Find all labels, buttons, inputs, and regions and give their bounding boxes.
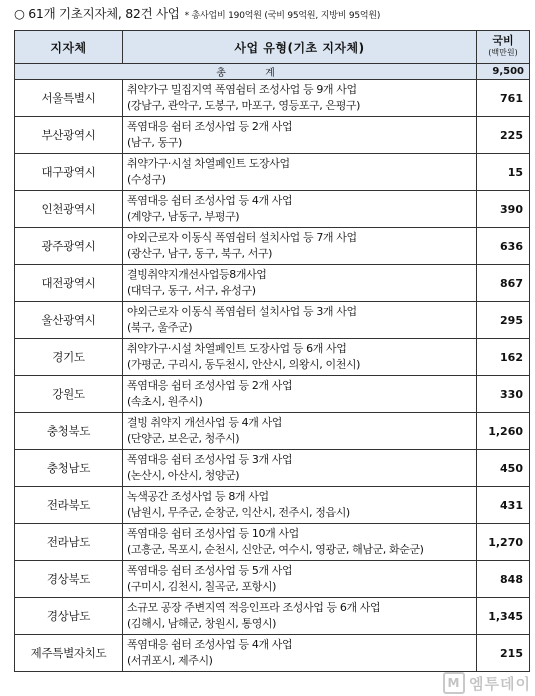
project-localities: (구미시, 김천시, 칠곡군, 포항시) (127, 580, 277, 593)
table-row (15, 561, 530, 598)
project-localities: (고흥군, 목포시, 순천시, 신안군, 여수시, 영광군, 해남군, 화순군) (127, 543, 424, 556)
table-row (15, 524, 530, 561)
heading-budget-note: * 총사업비 190억원 (국비 95억원, 지방비 95억원) (184, 11, 381, 21)
project-type: 폭염대응 쉼터 조성사업 등 4개 사업 (127, 194, 293, 207)
project-cell (123, 376, 477, 413)
region-cell: 서울특별시 (15, 80, 123, 117)
budget-cell: 15 (477, 154, 530, 191)
table-row (15, 265, 530, 302)
budget-cell: 215 (477, 635, 530, 672)
region-cell: 부산광역시 (15, 117, 123, 154)
project-cell (123, 413, 477, 450)
project-type: 폭염대응 쉼터 조성사업 등 2개 사업 (127, 379, 293, 392)
table-row (15, 339, 530, 376)
project-localities: (수성구) (127, 173, 166, 186)
project-localities: (강남구, 관악구, 도봉구, 마포구, 영등포구, 은평구) (127, 99, 361, 112)
project-cell (123, 561, 477, 598)
project-localities: (속초시, 원주시) (127, 395, 203, 408)
project-type: 폭염대응 쉼터 조성사업 등 2개 사업 (127, 120, 293, 133)
region-cell: 인천광역시 (15, 191, 123, 228)
table-row (15, 228, 530, 265)
project-type: 녹색공간 조성사업 등 8개 사업 (127, 490, 269, 503)
project-cell (123, 228, 477, 265)
budget-cell: 867 (477, 265, 530, 302)
project-cell (123, 487, 477, 524)
region-cell: 울산광역시 (15, 302, 123, 339)
project-type: 야외근로자 이동식 폭염쉼터 설치사업 등 3개 사업 (127, 305, 357, 318)
total-label: 총 계 (15, 64, 477, 80)
table-heading (14, 4, 380, 26)
region-cell: 강원도 (15, 376, 123, 413)
project-cell (123, 265, 477, 302)
watermark-text: 엠투데이 (469, 674, 531, 693)
project-cell (123, 117, 477, 154)
project-cell (123, 450, 477, 487)
watermark (443, 672, 531, 694)
region-cell: 광주광역시 (15, 228, 123, 265)
budget-cell: 295 (477, 302, 530, 339)
table-row (15, 487, 530, 524)
budget-cell: 431 (477, 487, 530, 524)
project-cell (123, 154, 477, 191)
project-localities: (논산시, 아산시, 청양군) (127, 469, 240, 482)
budget-cell: 450 (477, 450, 530, 487)
table-row (15, 302, 530, 339)
project-type: 취약가구·시설 차열페인트 도장사업 (127, 157, 290, 170)
total-value: 9,500 (477, 64, 530, 80)
project-localities: (가평군, 구리시, 동두천시, 안산시, 의왕시, 이천시) (127, 358, 361, 371)
budget-cell: 1,260 (477, 413, 530, 450)
project-type: 소규모 공장 주변지역 적응인프라 조성사업 등 6개 사업 (127, 601, 381, 614)
watermark-logo-icon: M (443, 672, 465, 694)
project-cell (123, 80, 477, 117)
region-cell: 전라남도 (15, 524, 123, 561)
project-type: 취약가구·시설 차열페인트 도장사업 등 6개 사업 (127, 342, 347, 355)
budget-cell: 636 (477, 228, 530, 265)
header-budget (477, 31, 530, 64)
project-cell (123, 524, 477, 561)
project-cell (123, 635, 477, 672)
project-type: 폭염대응 쉼터 조성사업 등 5개 사업 (127, 564, 293, 577)
project-localities: (서귀포시, 제주시) (127, 654, 213, 667)
project-type: 폭염대응 쉼터 조성사업 등 4개 사업 (127, 638, 293, 651)
table-row (15, 598, 530, 635)
budget-cell: 1,345 (477, 598, 530, 635)
table-row (15, 450, 530, 487)
project-localities: (대덕구, 동구, 서구, 유성구) (127, 284, 256, 297)
project-localities: (단양군, 보은군, 청주시) (127, 432, 240, 445)
table-row (15, 376, 530, 413)
project-type: 취약가구 밀집지역 폭염쉼터 조성사업 등 9개 사업 (127, 83, 357, 96)
region-cell: 충청남도 (15, 450, 123, 487)
header-region: 지자체 (15, 31, 123, 64)
budget-cell: 1,270 (477, 524, 530, 561)
header-row (15, 31, 530, 64)
region-cell: 전라북도 (15, 487, 123, 524)
project-localities: (남원시, 무주군, 순창군, 익산시, 전주시, 정읍시) (127, 506, 350, 519)
table-row (15, 154, 530, 191)
project-localities: (북구, 울주군) (127, 321, 193, 334)
region-cell: 대전광역시 (15, 265, 123, 302)
budget-cell: 390 (477, 191, 530, 228)
region-cell: 경기도 (15, 339, 123, 376)
budget-cell: 761 (477, 80, 530, 117)
project-localities: (김해시, 남해군, 창원시, 통영시) (127, 617, 277, 630)
table-row (15, 635, 530, 672)
budget-cell: 848 (477, 561, 530, 598)
project-type: 폭염대응 쉼터 조성사업 등 10개 사업 (127, 527, 299, 540)
region-cell: 제주특별자치도 (15, 635, 123, 672)
project-cell (123, 339, 477, 376)
budget-cell: 162 (477, 339, 530, 376)
table-row (15, 80, 530, 117)
header-project: 사업 유형(기초 지자체) (123, 31, 477, 64)
region-cell: 충청북도 (15, 413, 123, 450)
project-type: 폭염대응 쉼터 조성사업 등 3개 사업 (127, 453, 293, 466)
table-row (15, 117, 530, 154)
header-budget-unit: (백만원) (488, 48, 518, 57)
project-localities: (광산구, 남구, 동구, 북구, 서구) (127, 247, 273, 260)
region-cell: 대구광역시 (15, 154, 123, 191)
project-type: 결빙 취약지 개선사업 등 4개 사업 (127, 416, 283, 429)
project-type: 결빙취약지개선사업등8개사업 (127, 268, 267, 281)
budget-cell: 225 (477, 117, 530, 154)
header-budget-label: 국비 (492, 34, 514, 47)
heading-summary: ○ 61개 기초지자체, 82건 사업 (14, 6, 180, 21)
budget-cell: 330 (477, 376, 530, 413)
total-row (15, 64, 530, 80)
project-cell (123, 302, 477, 339)
table-row (15, 191, 530, 228)
project-table (14, 30, 530, 672)
project-type: 야외근로자 이동식 폭염쉼터 설치사업 등 7개 사업 (127, 231, 357, 244)
project-localities: (남구, 동구) (127, 136, 182, 149)
project-cell (123, 191, 477, 228)
region-cell: 경상북도 (15, 561, 123, 598)
project-localities: (계양구, 남동구, 부평구) (127, 210, 240, 223)
table-row (15, 413, 530, 450)
project-cell (123, 598, 477, 635)
region-cell: 경상남도 (15, 598, 123, 635)
